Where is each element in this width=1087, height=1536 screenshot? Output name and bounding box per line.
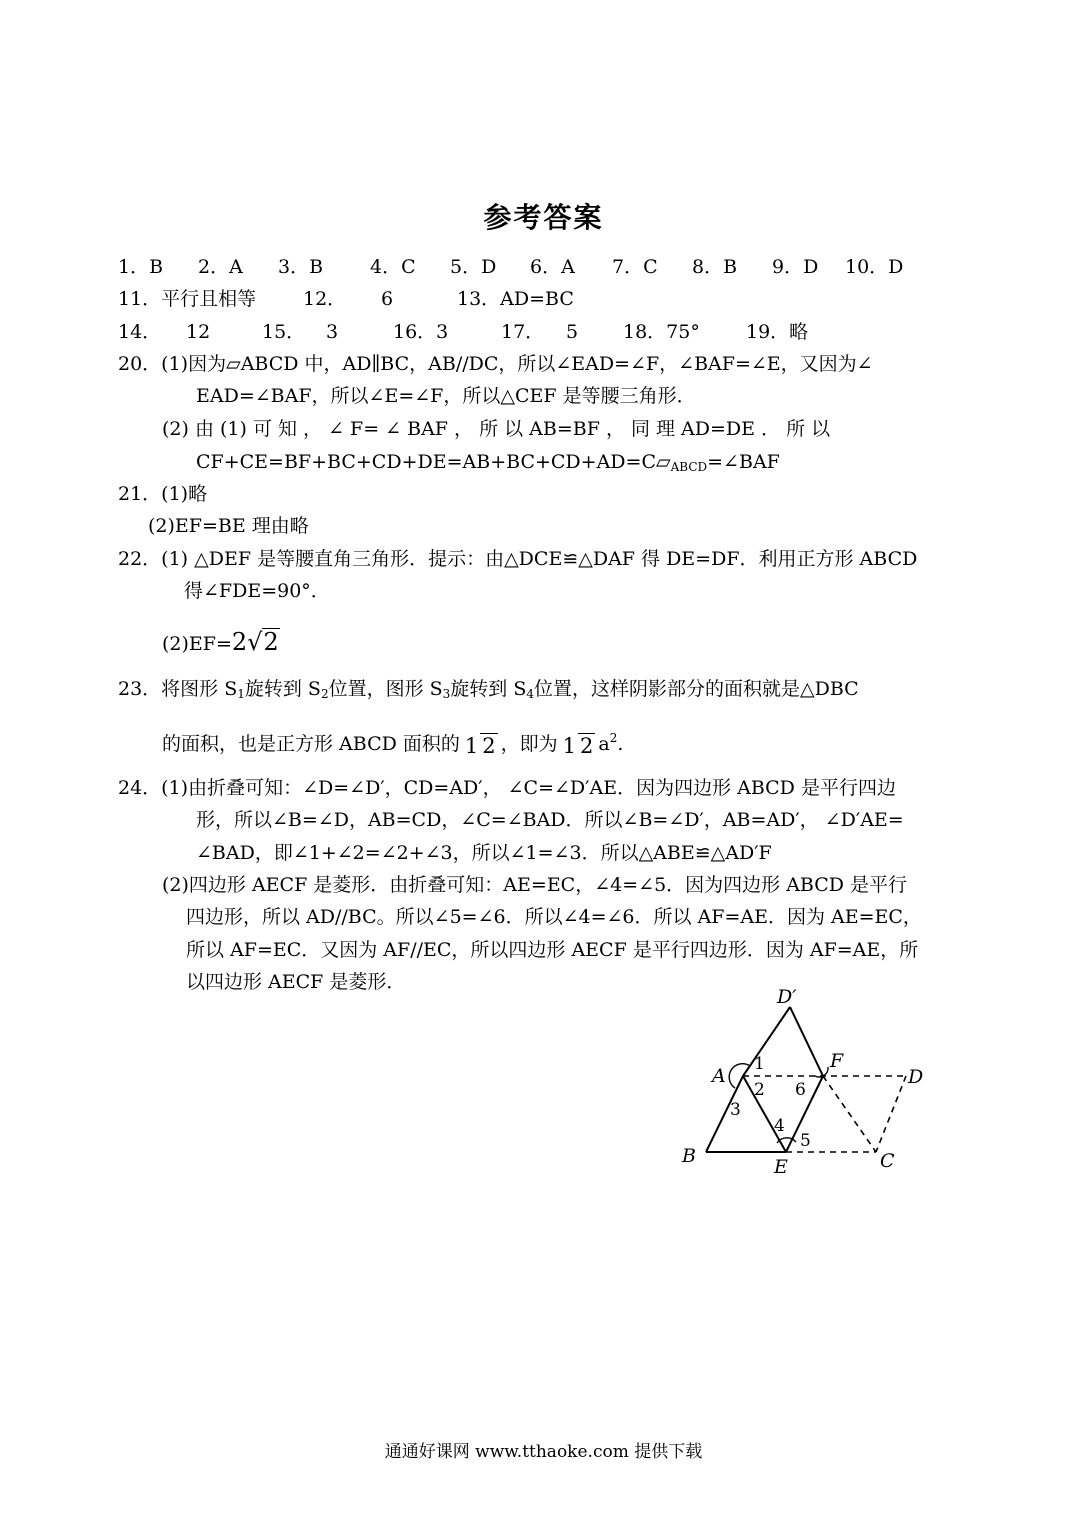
answer-6: 6．A	[530, 256, 575, 278]
answer-12-value: 6	[381, 288, 394, 310]
answer-20-line-3: (2) 由 (1) 可 知 ， ∠ F= ∠ BAF ， 所 以 AB=BF ， 同 理 AD=DE ． 所 以	[162, 418, 831, 440]
answer-9: 9．D	[772, 256, 819, 278]
label-d: D	[908, 1066, 924, 1088]
answer-20-line-4-subscript: ABCD	[670, 460, 708, 474]
segment-d-c-dashed	[876, 1076, 906, 1152]
answer-14-value: 12	[186, 321, 211, 343]
answer-15-value: 3	[326, 321, 339, 343]
sqrt-radicand: 2	[263, 628, 279, 656]
answer-13: 13．AD=BC	[457, 288, 574, 310]
answer-23-line-1	[118, 676, 859, 707]
answer-20-line-4	[196, 449, 780, 480]
answer-22-line-3	[162, 628, 280, 657]
answer-5: 5．D	[450, 256, 497, 278]
angle-label-5: 5	[800, 1131, 811, 1151]
answer-20-line-4-main: CF+CE=BF+BC+CD+DE=AB+BC+CD+AD=C▱	[196, 451, 671, 473]
answer-19: 19．略	[746, 321, 809, 343]
answer-22-prefix: (2)EF=	[162, 633, 232, 655]
subscript: 2	[320, 687, 329, 701]
geometry-figure	[670, 985, 960, 1185]
radical-sign: √	[247, 628, 263, 656]
superscript: 2	[609, 731, 618, 745]
answer-12-label: 12．	[303, 288, 347, 310]
answer-4: 4．C	[370, 256, 416, 278]
answer-24-line-1: 24．(1)由折叠可知：∠D=∠D′，CD=AD′， ∠C=∠D′AE．因为四边形 ABCD 是平行四边	[118, 777, 896, 799]
answer-20-line-4-tail: =∠BAF	[707, 451, 780, 473]
text-segment: a	[598, 733, 610, 755]
angle-label-3: 3	[730, 1100, 741, 1120]
text-segment: 位置，这样阴影部分的面积就是△DBC	[533, 678, 859, 700]
answer-16: 16．3	[393, 321, 449, 343]
answer-20-line-1: 20．(1)因为▱ABCD 中，AD∥BC，AB//DC，所以∠EAD=∠F，∠BAF=∠E，又因为∠	[118, 353, 873, 375]
fraction-one-half	[561, 733, 596, 758]
denominator: 2	[580, 733, 594, 758]
answer-23-line-2	[162, 710, 623, 772]
fraction-one-half	[463, 733, 498, 758]
subscript: 3	[442, 687, 451, 701]
answer-2: 2．A	[198, 256, 243, 278]
answer-24-line-3: ∠BAD，即∠1+∠2=∠2+∠3，所以∠1=∠3．所以△ABE≌△AD′F	[196, 842, 772, 864]
answer-10: 10．D	[845, 256, 904, 278]
segment-dprime-f	[790, 1007, 823, 1076]
sqrt-expression	[232, 628, 280, 655]
answer-24-line-4: (2)四边形 AECF 是菱形．由折叠可知：AE=EC，∠4=∠5．因为四边形 ABCD 是平行	[162, 874, 908, 896]
label-b: B	[682, 1145, 696, 1167]
answer-17-label: 17．	[501, 321, 545, 343]
angle-label-6: 6	[795, 1080, 806, 1100]
subscript: 1	[237, 687, 245, 701]
answer-15-label: 15．	[262, 321, 306, 343]
answer-22-line-1: 22．(1) △DEF 是等腰直角三角形．提示：由△DCE≌△DAF 得 DE=DF．利用正方形 ABCD	[118, 548, 918, 570]
answer-24-line-6: 所以 AF=EC．又因为 AF//EC，所以四边形 AECF 是平行四边形．因为 AF=AE，所	[186, 939, 919, 961]
angle-label-4: 4	[774, 1116, 785, 1136]
angle-label-1: 1	[754, 1054, 765, 1074]
answer-11: 11．平行且相等	[118, 288, 257, 310]
answer-24-line-7: 以四边形 AECF 是菱形．	[186, 971, 406, 993]
text-segment: .	[617, 733, 624, 755]
label-a: A	[712, 1065, 726, 1087]
answer-24-line-2: 形，所以∠B=∠D，AB=CD，∠C=∠BAD．所以∠B=∠D′，AB=AD′， ∠D′AE=	[196, 809, 904, 831]
answer-1: 1．B	[118, 256, 164, 278]
answer-17-value: 5	[566, 321, 579, 343]
text-segment: 的面积，也是正方形 ABCD 面积的	[162, 733, 460, 755]
answer-22-line-2: 得∠FDE=90°．	[184, 580, 330, 602]
segment-f-c-dashed	[823, 1076, 876, 1152]
numerator: 1	[464, 733, 479, 758]
text-segment: 旋转到 S	[244, 678, 321, 700]
answer-18: 18．75°	[623, 321, 700, 343]
label-e: E	[774, 1156, 788, 1178]
answer-21-line-1: 21．(1)略	[118, 483, 208, 505]
page-title: 参考答案	[483, 201, 604, 234]
answer-3: 3．B	[278, 256, 324, 278]
label-c: C	[880, 1150, 895, 1172]
answer-7: 7．C	[612, 256, 658, 278]
answer-8: 8．B	[692, 256, 738, 278]
subscript: 4	[526, 687, 534, 701]
answer-14-label: 14．	[118, 321, 162, 343]
label-f: F	[830, 1050, 844, 1072]
text-segment: 位置，图形 S	[328, 678, 443, 700]
label-dprime: D′	[777, 986, 797, 1008]
text-segment: 23．将图形 S	[118, 678, 238, 700]
answer-24-line-5: 四边形，所以 AD//BC。所以∠5=∠6．所以∠4=∠6．所以 AF=AE．因为 AE=EC，	[186, 906, 922, 928]
page-footer: 通通好课网 www.tthaoke.com 提供下载	[384, 1442, 703, 1462]
text-segment: 旋转到 S	[450, 678, 527, 700]
answer-20-line-2: EAD=∠BAF，所以∠E=∠F，所以△CEF 是等腰三角形．	[196, 385, 696, 407]
answer-21-line-2: (2)EF=BE 理由略	[148, 515, 309, 537]
sqrt-coefficient: 2	[231, 628, 248, 656]
text-segment: ，即为	[500, 733, 558, 755]
angle-label-2: 2	[754, 1080, 765, 1100]
denominator: 2	[482, 733, 496, 758]
numerator: 1	[562, 733, 577, 758]
